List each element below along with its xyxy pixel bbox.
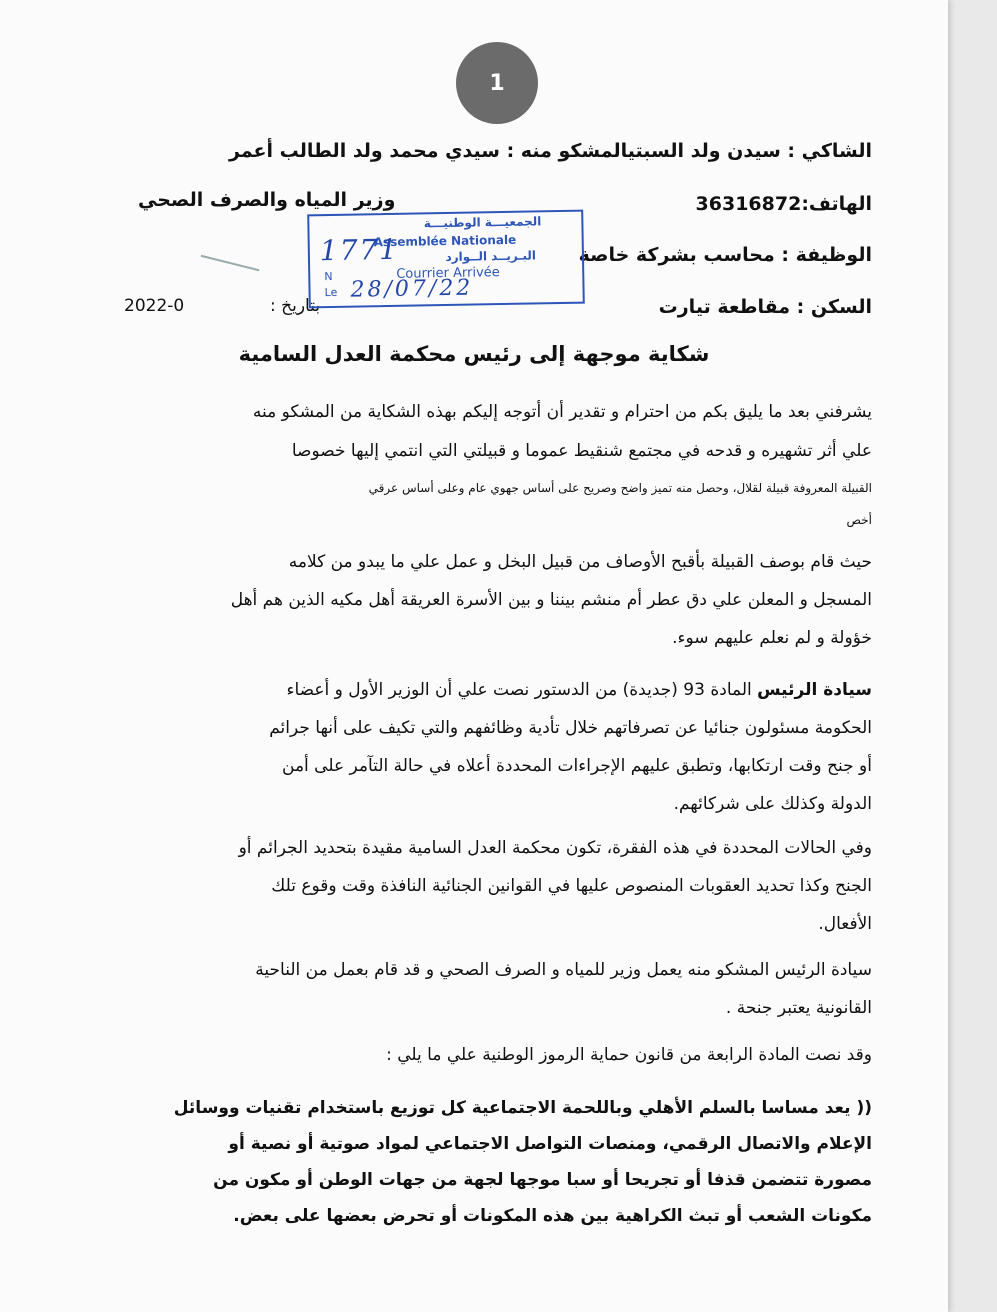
stamp-number-label: N <box>324 269 333 284</box>
para1-line: يشرفني بعد ما يليق بكم من احترام و تقدير أن أتوجه إليكم بهذه الشكاية من المشكو منه <box>252 402 872 422</box>
para5-line: سيادة الرئيس المشكو منه يعمل وزير للمياه و الصرف الصحي و قد قام بعمل من الناحية <box>255 960 872 980</box>
document-title: شكاية موجهة إلى رئيس محكمة العدل السامية <box>238 342 710 366</box>
page-number-badge: 1 <box>456 42 538 124</box>
para1-line: علي أثر تشهيره و قدحه في مجتمع شنقيط عموما و قبيلتي التي انتمي إليها خصوصا <box>291 441 872 461</box>
complainant-line: الشاكي : سيدن ولد السبتيالمشكو منه : سيدي محمد ولد الطالب أعمر <box>229 140 872 162</box>
minister-title: وزير المياه والصرف الصحي <box>138 189 396 211</box>
date-label: بتاريخ : <box>270 296 321 316</box>
para2-line: المسجل و المعلن علي دق عطر أم منشم بيننا و بين الأسرة العريقة أهل مكيه الذين هم أهل <box>230 590 872 610</box>
quote-line: (( يعد مساسا بالسلم الأهلي وباللحمة الاجتماعية كل توزيع باستخدام تقنيات ووسائل <box>173 1098 872 1118</box>
quote-line: مصورة تتضمن قذفا أو تجريحا أو سبا موجها لجهة من جهات الوطن أو مكون من <box>213 1170 872 1190</box>
para2-line: حيث قام بوصف القبيلة بأقبح الأوصاف من قبيل البخل و عمل علي ما يبدو من كلامه <box>288 552 872 572</box>
quote-line: الإعلام والاتصال الرقمي، ومنصات التواصل الاجتماعي لمواد صوتية أو نصية أو <box>228 1134 872 1154</box>
residence-line: السكن : مقاطعة تيارت <box>658 296 872 318</box>
quote-line: مكونات الشعب أو تبث الكراهية بين هذه المكونات أو تحرض بعضها على بعض. <box>233 1206 872 1226</box>
para3-first-line <box>286 680 872 700</box>
date-value: 2022-0 <box>124 296 185 316</box>
para1-line: أخص <box>846 513 872 527</box>
para6-line: وقد نصت المادة الرابعة من قانون حماية الرموز الوطنية علي ما يلي : <box>386 1045 872 1065</box>
para4-line: الجنح وكذا تحديد العقوبات المنصوص عليها في القوانين الجنائية النافذة وقت وقوع تلك <box>271 876 872 896</box>
para5-line: القانونية يعتبر جنحة . <box>725 998 872 1018</box>
stamp-date-label: Le <box>324 285 338 300</box>
para3-line: أو جنح وقت ارتكابها، وتطبق عليهم الإجراءات المحددة أعلاه في حالة التآمر على أمن <box>282 756 872 776</box>
stamp-handwritten-number: 1771 <box>319 232 400 268</box>
para3-line: الدولة وكذلك على شركائهم. <box>673 794 872 814</box>
para1-line: القبيلة المعروفة قبيلة لقلال، وحصل منه تميز واضح وصريح على أساس جهوي عام وعلى أساس عرقي <box>368 481 872 495</box>
para2-line: خؤولة و لم نعلم عليهم سوء. <box>672 628 872 648</box>
stamp-arabic-assembly: الجمعيـــة الوطنيـــة <box>423 214 542 231</box>
stamp-assembly-fr: Assemblée Nationale <box>373 232 517 250</box>
stamp-handwritten-date: 28/07/22 <box>350 275 474 303</box>
para4-line: الأفعال. <box>818 914 872 934</box>
phone-line: الهاتف:36316872 <box>695 193 872 215</box>
para3-line: الحكومة مسئولون جنائيا عن تصرفاتهم خلال تأدية وظائفهم والتي تكيف على أنها جرائم <box>269 718 872 738</box>
stamp-mail-fr: Courrier Arrivée <box>396 265 500 282</box>
para3-first-rest: المادة 93 (جديدة) من الدستور نصت علي أن الوزير الأول و أعضاء <box>286 680 758 700</box>
reception-stamp <box>307 210 585 309</box>
stamp-arabic-mail: البـريــد الــوارد <box>445 248 537 265</box>
para4-line: وفي الحالات المحددة في هذه الفقرة، تكون محكمة العدل السامية مقيدة بتحديد الجرائم أو <box>238 838 872 858</box>
job-line: الوظيفة : محاسب بشركة خاصة <box>578 244 872 266</box>
para3-lead: سيادة الرئيس <box>757 680 872 700</box>
pen-stroke <box>201 255 260 271</box>
